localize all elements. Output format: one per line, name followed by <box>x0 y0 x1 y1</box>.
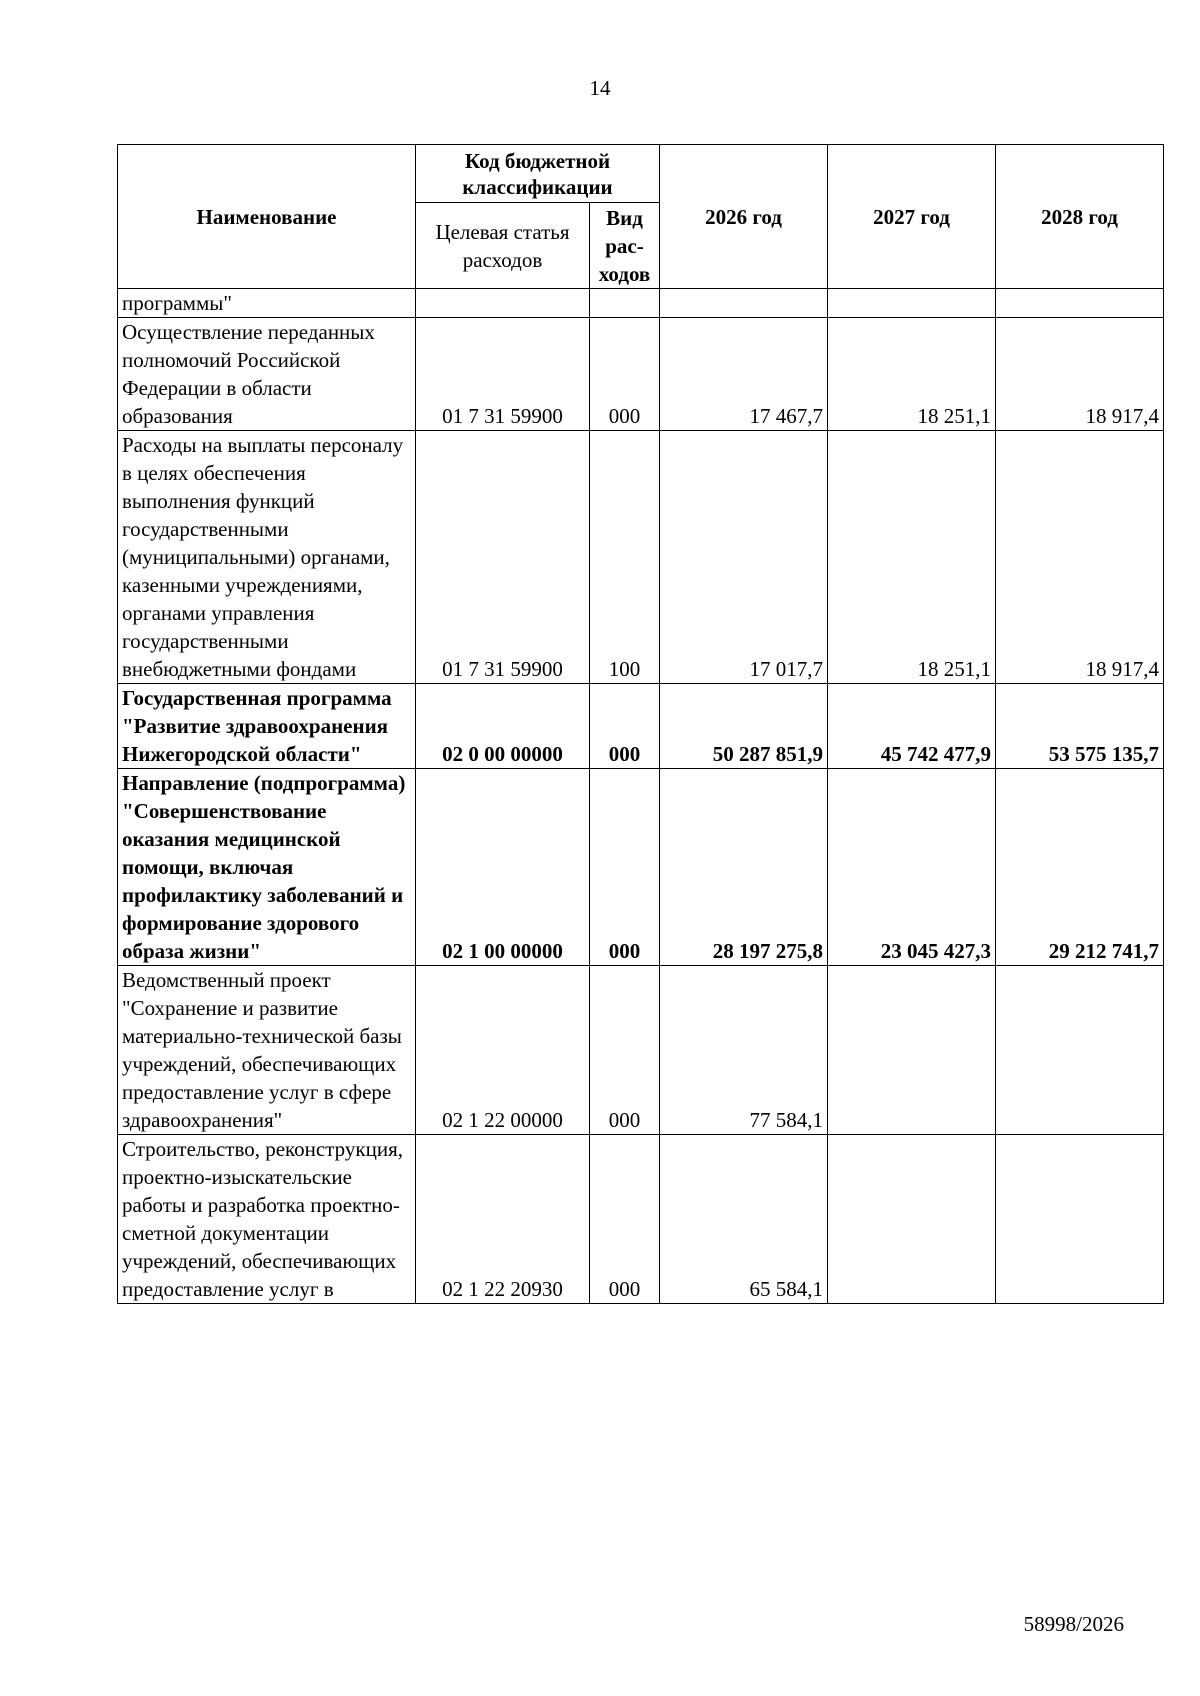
row-code: 01 7 31 59900 <box>416 318 590 431</box>
row-2027: 18 251,1 <box>828 318 996 431</box>
row-name: Расходы на выплаты персоналу в целях обеспечения выполнения функций государственными (муниципальными) органами, казенными учреждениями, органами управления государственными внебюджетными фондами <box>118 431 416 684</box>
header-name: Наименование <box>118 145 416 289</box>
row-2026: 50 287 851,9 <box>660 684 828 769</box>
row-name: программы" <box>118 289 416 318</box>
header-code-group: Код бюджетной классификации <box>416 145 660 203</box>
row-kind <box>590 289 660 318</box>
row-name: Ведомственный проект "Сохранение и развитие материально-технической базы учреждений, обеспечивающих предоставление услуг в сфере здравоохранения" <box>118 966 416 1135</box>
table-row <box>118 1135 1164 1304</box>
table-row <box>118 318 1164 431</box>
table-row <box>118 769 1164 966</box>
row-code: 02 1 00 00000 <box>416 769 590 966</box>
row-2026: 17 467,7 <box>660 318 828 431</box>
row-2026: 17 017,7 <box>660 431 828 684</box>
table-row <box>118 289 1164 318</box>
row-2027: 45 742 477,9 <box>828 684 996 769</box>
budget-table <box>117 144 1164 1304</box>
row-code: 02 1 22 20930 <box>416 1135 590 1304</box>
row-kind: 000 <box>590 1135 660 1304</box>
row-code: 01 7 31 59900 <box>416 431 590 684</box>
table-row <box>118 684 1164 769</box>
row-kind: 100 <box>590 431 660 684</box>
row-2026: 28 197 275,8 <box>660 769 828 966</box>
header-2028: 2028 год <box>996 145 1164 289</box>
row-2028: 29 212 741,7 <box>996 769 1164 966</box>
page-number: 14 <box>589 76 611 100</box>
row-name: Осуществление переданных полномочий Российской Федерации в области образования <box>118 318 416 431</box>
row-2027 <box>828 289 996 318</box>
row-2028 <box>996 966 1164 1135</box>
header-2026: 2026 год <box>660 145 828 289</box>
row-2028: 18 917,4 <box>996 318 1164 431</box>
row-2027: 18 251,1 <box>828 431 996 684</box>
row-2028 <box>996 1135 1164 1304</box>
row-kind: 000 <box>590 966 660 1135</box>
row-2027 <box>828 966 996 1135</box>
row-2026: 77 584,1 <box>660 966 828 1135</box>
row-name: Строительство, реконструкция, проектно-изыскательские работы и разработка проектно-сметной документации учреждений, обеспечивающих предоставление услуг в <box>118 1135 416 1304</box>
row-2028: 53 575 135,7 <box>996 684 1164 769</box>
row-2028 <box>996 289 1164 318</box>
row-2028: 18 917,4 <box>996 431 1164 684</box>
row-code <box>416 289 590 318</box>
row-kind: 000 <box>590 318 660 431</box>
row-name: Государственная программа "Развитие здравоохранения Нижегородской области" <box>118 684 416 769</box>
row-kind: 000 <box>590 769 660 966</box>
row-2026 <box>660 289 828 318</box>
row-code: 02 1 22 00000 <box>416 966 590 1135</box>
row-2027 <box>828 1135 996 1304</box>
document-number: 58998/2026 <box>1023 1612 1124 1636</box>
row-2026: 65 584,1 <box>660 1135 828 1304</box>
row-name: Направление (подпрограмма) "Совершенствование оказания медицинской помощи, включая профилактику заболеваний и формирование здорового образа жизни" <box>118 769 416 966</box>
row-code: 02 0 00 00000 <box>416 684 590 769</box>
header-target: Целевая статья расходов <box>416 203 590 289</box>
header-kind: Вид рас-ходов <box>590 203 660 289</box>
row-2027: 23 045 427,3 <box>828 769 996 966</box>
header-2027: 2027 год <box>828 145 996 289</box>
row-kind: 000 <box>590 684 660 769</box>
table-row <box>118 431 1164 684</box>
table-row <box>118 966 1164 1135</box>
